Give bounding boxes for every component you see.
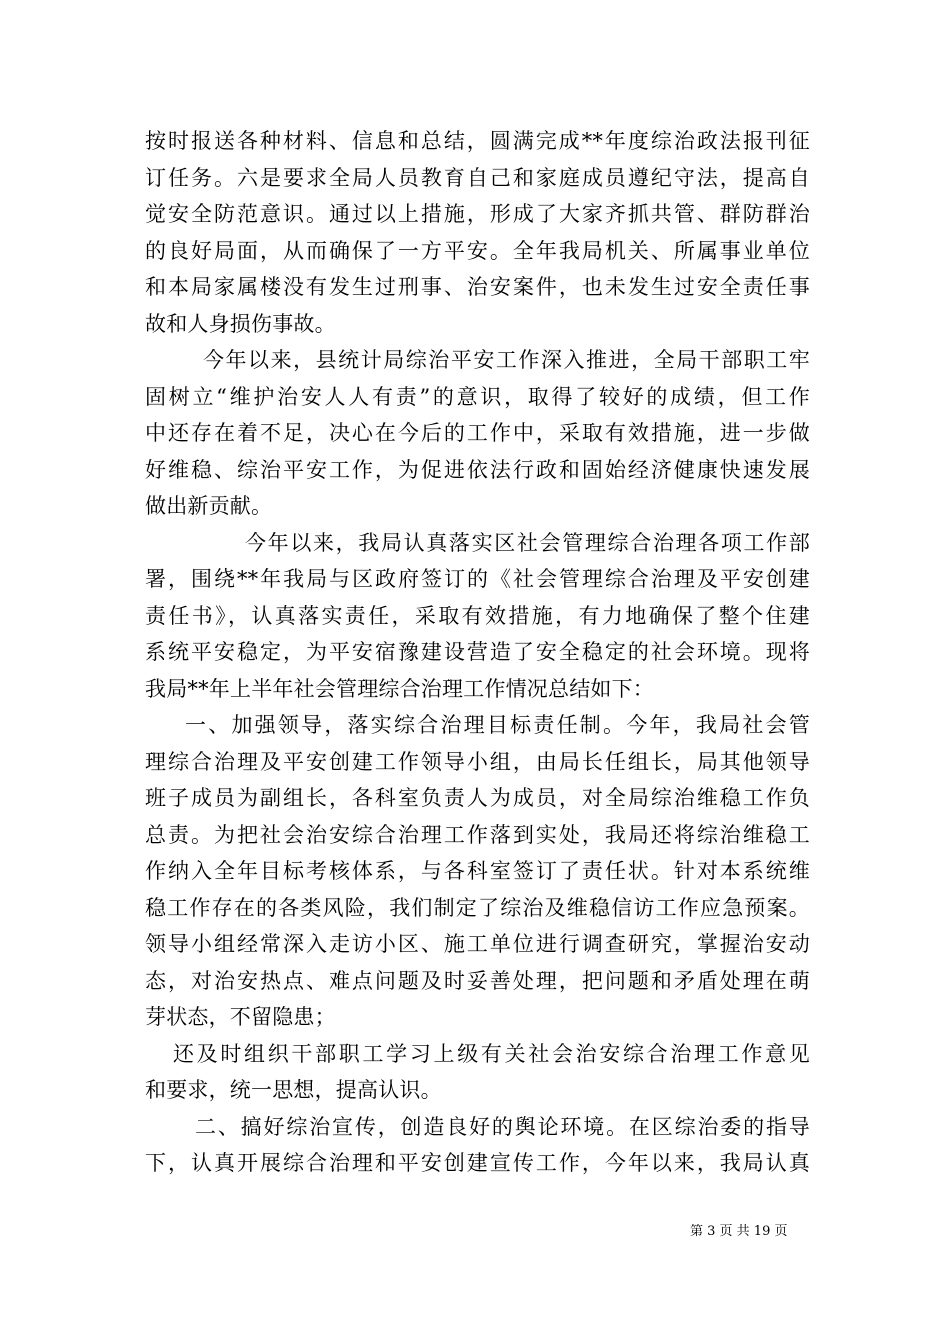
text-line: 系统平安稳定，为平安宿豫建设营造了安全稳定的社会环境。现将 [145,640,810,664]
paragraph [145,342,810,525]
paragraph [145,1109,810,1182]
text-line: 好维稳、综治平安工作，为促进依法行政和固始经济健康快速发展 [145,457,810,482]
text-line: 稳工作存在的各类风险，我们制定了综治及维稳信访工作应急预案。 [145,895,810,920]
text-line: 按时报送各种材料、信息和总结，圆满完成**年度综治政法报刊征 [145,129,810,153]
text-line: 署，围绕**年我局与区政府签订的《社会管理综合治理及平安创建 [145,567,810,591]
text-line: 芽状态，不留隐患； [145,1005,336,1029]
text-line: 和本局家属楼没有发生过刑事、治安案件，也未发生过安全责任事 [145,275,810,299]
text-line: 的良好局面，从而确保了一方平安。全年我局机关、所属事业单位 [145,238,810,263]
text-line: 作纳入全年目标考核体系，与各科室签订了责任状。针对本系统维 [145,859,810,883]
text-line: 还及时组织干部职工学习上级有关社会治安综合治理工作意见 [173,1041,810,1066]
paragraph [145,707,810,1036]
page-number-footer: 第 3 页 共 19 页 [690,1224,788,1239]
text-line: 觉安全防范意识。通过以上措施，形成了大家齐抓共管、群防群治 [145,202,810,226]
document-body [145,123,810,1182]
text-line: 二、搞好综治宣传，创造良好的舆论环境。在区综治委的指导 [195,1114,810,1139]
text-line: 领导小组经常深入走访小区、施工单位进行调查研究，掌握治安动 [145,932,810,956]
paragraph [145,123,810,342]
text-line: 态，对治安热点、难点问题及时妥善处理，把问题和矛盾处理在萌 [145,968,810,993]
text-line: 订任务。六是要求全局人员教育自己和家庭成员遵纪守法，提高自 [145,165,810,190]
text-line: 固树立“维护治安人人有责”的意识，取得了较好的成绩，但工作 [145,384,810,409]
text-line: 今年以来，县统计局综治平安工作深入推进，全局干部职工牢 [203,348,810,372]
text-line: 责任书》，认真落实责任，采取有效措施，有力地确保了整个住建 [145,603,810,628]
paragraph [145,525,810,708]
text-line: 一、加强领导，落实综合治理目标责任制。今年，我局社会管 [185,713,810,737]
text-line: 我局**年上半年社会管理综合治理工作情况总结如下： [145,676,654,701]
text-line: 中还存在着不足，决心在今后的工作中，采取有效措施，进一步做 [145,421,810,445]
text-line: 理综合治理及平安创建工作领导小组，由局长任组长，局其他领导 [145,749,810,774]
text-line: 和要求，统一思想，提高认识。 [145,1078,442,1102]
text-line: 今年以来，我局认真落实区社会管理综合治理各项工作部 [245,530,810,555]
text-line: 总责。为把社会治安综合治理工作落到实处，我局还将综治维稳工 [145,822,810,847]
text-line: 下，认真开展综合治理和平安创建宣传工作，今年以来，我局认真 [145,1151,810,1175]
paragraph [145,1036,810,1109]
text-line: 班子成员为副组长，各科室负责人为成员，对全局综治维稳工作负 [145,786,810,810]
text-line: 做出新贡献。 [145,494,273,518]
text-line: 故和人身损伤事故。 [145,311,336,336]
